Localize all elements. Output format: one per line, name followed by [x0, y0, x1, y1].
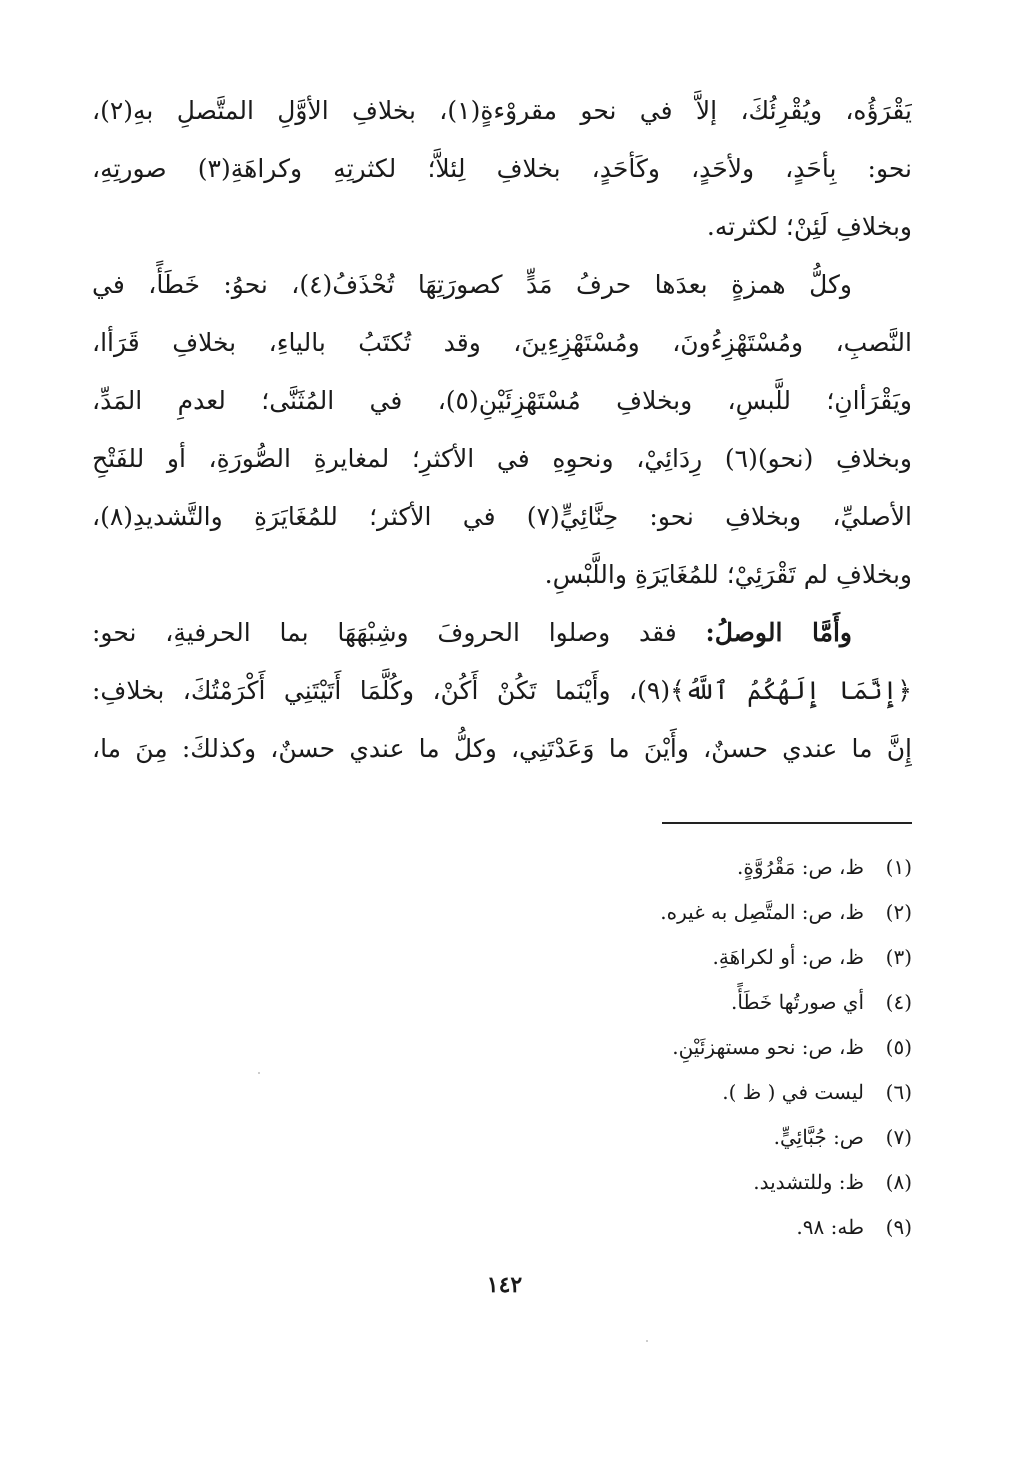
text-line: وبخلافِ لم تَقْرَئِيْ؛ للمُغَايَرَةِ واللَّبْسِ. — [544, 560, 912, 589]
footnote — [312, 1025, 912, 1070]
footnote-text: ليست في ( ظ ). — [722, 1080, 864, 1104]
footnote-text: طه: ٩٨. — [796, 1215, 864, 1239]
page-number: ١٤٢ — [486, 1272, 523, 1298]
footnote — [312, 1160, 912, 1205]
footnote — [312, 845, 912, 890]
footnote — [312, 980, 912, 1025]
text-line — [92, 604, 912, 662]
footnote-text: ص: جُبَّائِيٍّ. — [773, 1125, 864, 1149]
footnote — [312, 1115, 912, 1160]
scan-speck — [258, 1072, 260, 1074]
footnote-text: ظ، ص: المتَّصِل به غيره. — [660, 900, 864, 924]
text-line: وبخلافِ لَئِنْ؛ لكثرته. — [706, 212, 912, 241]
footnote-separator — [662, 822, 912, 824]
footnote-number: (٦) — [885, 1080, 912, 1104]
footnote — [312, 890, 912, 935]
section-lead-text: فقد وصلوا الحروفَ وشِبْهَهَا بما الحرفيةِ، نحو: — [92, 618, 677, 647]
footnote-number: (٨) — [885, 1170, 912, 1194]
footnotes — [312, 845, 912, 1250]
footnote-number: (٢) — [885, 900, 912, 924]
text-line: وكلُّ همزةٍ بعدَها حرفُ مَدٍّ كصورَتِهَا تُحْذَفُ(٤)، نحوُ: خَطَأً، في — [92, 270, 852, 299]
footnote-text: ظ، ص: نحو مستهزئَيْنِ. — [672, 1035, 864, 1059]
footnote-text: ظ، ص: أو لكراهَةِ. — [712, 945, 864, 969]
text-line: نحو: بِأحَدٍ، ولأحَدٍ، وكَأحَدٍ، بخلافِ لِئلاَّ؛ لكثرتِهِ وكراهَةِ(٣) صورتِهِ، — [92, 154, 912, 183]
text-line: النَّصبِ، ومُسْتَهْزِءُونَ، ومُسْتَهْزِءِينَ، وقد تُكتَبُ بالياءِ، بخلافِ قَرَأا، — [92, 328, 912, 357]
footnote-number: (٤) — [885, 990, 912, 1014]
footnote-text: ظ: وللتشديد. — [753, 1170, 864, 1194]
scan-speck — [646, 1340, 648, 1342]
text-line: ﴿إِنَّمَا إِلَهُكُمُ ٱللَّهُ﴾(٩)، وأَيْنَما تَكُنْ أَكُنْ، وكُلَّمَا أَتَيْتَنِي أَكْرَمْتُكَ، بخلافِ: — [92, 676, 912, 705]
section-heading: وأَمَّا الوصلُ: — [705, 618, 852, 647]
footnote — [312, 935, 912, 980]
footnote — [312, 1205, 912, 1250]
footnote-text: أي صورتُها خَطَأً. — [731, 990, 864, 1014]
text-line: يَقْرَؤُه، ويُقْرِئُكَ، إلاَّ في نحو مقروْءةٍ(١)، بخلافِ الأوَّلِ المتَّصلِ بهِ(٢)، — [92, 96, 912, 125]
text-line: وبخلافِ (نحو)(٦) رِدَائِيْ، ونحوِهِ في الأكثرِ؛ لمغايرةِ الصُّورَةِ، أو للفَتْحِ — [92, 444, 912, 473]
footnote — [312, 1070, 912, 1115]
footnote-number: (٩) — [885, 1215, 912, 1239]
footnote-text: ظ، ص: مَقْرُوَّةٍ. — [737, 855, 864, 879]
footnote-number: (٣) — [885, 945, 912, 969]
main-text — [92, 82, 912, 778]
footnote-number: (١) — [885, 855, 912, 879]
text-line: إِنَّ ما عندي حسنٌ، وأَيْنَ ما وَعَدْتَنِي، وكلُّ ما عندي حسنٌ، وكذلكَ: مِنَ ما، — [92, 734, 912, 763]
text-line: ويَقْرَأانِ؛ للَّبسِ، وبخلافِ مُسْتَهْزِئَيْنِ(٥)، في المُثَنَّى؛ لعدمِ المَدِّ، — [92, 386, 912, 415]
footnote-number: (٧) — [885, 1125, 912, 1149]
footnote-number: (٥) — [885, 1035, 912, 1059]
text-line: الأصليِّ، وبخلافِ نحو: حِنَّائِيٍّ(٧) في الأكثر؛ للمُغَايَرَةِ والتَّشديدِ(٨)، — [92, 502, 912, 531]
